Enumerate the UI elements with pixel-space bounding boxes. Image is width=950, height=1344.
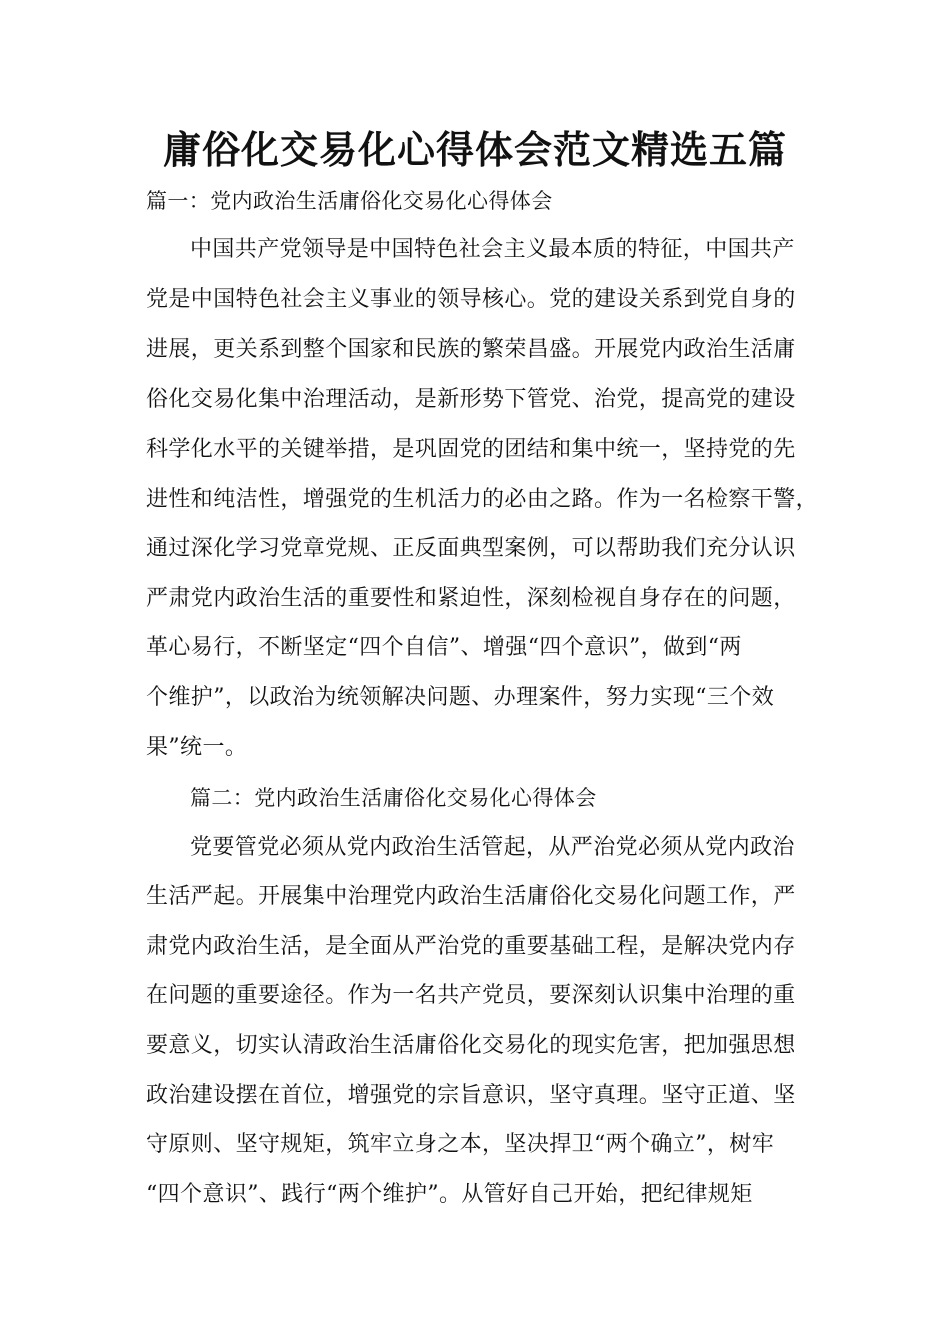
paragraph-line: 严肃党内政治生活的重要性和紧迫性，深刻检视自身存在的问题，	[146, 586, 796, 611]
section-1-heading: 篇一：党内政治生活庸俗化交易化心得体会	[146, 189, 553, 213]
paragraph-line: 要意义，切实认清政治生活庸俗化交易化的现实危害，把加强思想	[146, 1033, 796, 1058]
paragraph-line: 通过深化学习党章党规、正反面典型案例，可以帮助我们充分认识	[146, 536, 796, 561]
paragraph-line: 革心易行，不断坚定“四个自信”、增强“四个意识”，做到“两	[146, 635, 742, 660]
paragraph-line: 果”统一。	[146, 735, 248, 760]
paragraph-line: 在问题的重要途径。作为一名共产党员，要深刻认识集中治理的重	[146, 983, 796, 1008]
paragraph-line: 政治建设摆在首位，增强党的宗旨意识，坚守真理。坚守正道、坚	[146, 1083, 796, 1108]
document-title: 庸俗化交易化心得体会范文精选五篇	[162, 128, 787, 172]
paragraph-line: 个维护”，以政治为统领解决问题、办理案件，努力实现“三个效	[146, 685, 775, 710]
paragraph-line: 科学化水平的关键举措，是巩固党的团结和集中统一，坚持党的先	[146, 437, 796, 462]
paragraph-line: “四个意识”、践行“两个维护”。从管好自己开始，把纪律规矩	[146, 1182, 753, 1207]
paragraph-line: 进性和纯洁性，增强党的生机活力的必由之路。作为一名检察干警，	[146, 487, 819, 512]
paragraph-line: 俗化交易化集中治理活动，是新形势下管党、治党，提高党的建设	[146, 387, 796, 412]
paragraph-line: 生活严起。开展集中治理党内政治生活庸俗化交易化问题工作，严	[146, 884, 796, 909]
paragraph-line: 守原则、坚守规矩，筑牢立身之本，坚决捍卫“两个确立”，树牢	[146, 1132, 775, 1157]
paragraph-line: 党是中国特色社会主义事业的领导核心。党的建设关系到党自身的	[146, 287, 796, 312]
section-2-heading: 篇二：党内政治生活庸俗化交易化心得体会	[190, 786, 597, 810]
paragraph-line: 中国共产党领导是中国特色社会主义最本质的特征，中国共产	[190, 237, 795, 262]
paragraph-line: 进展，更关系到整个国家和民族的繁荣昌盛。开展党内政治生活庸	[146, 337, 796, 362]
paragraph-line: 肃党内政治生活，是全面从严治党的重要基础工程，是解决党内存	[146, 934, 796, 959]
paragraph-line: 党要管党必须从党内政治生活管起，从严治党必须从党内政治	[190, 835, 795, 860]
